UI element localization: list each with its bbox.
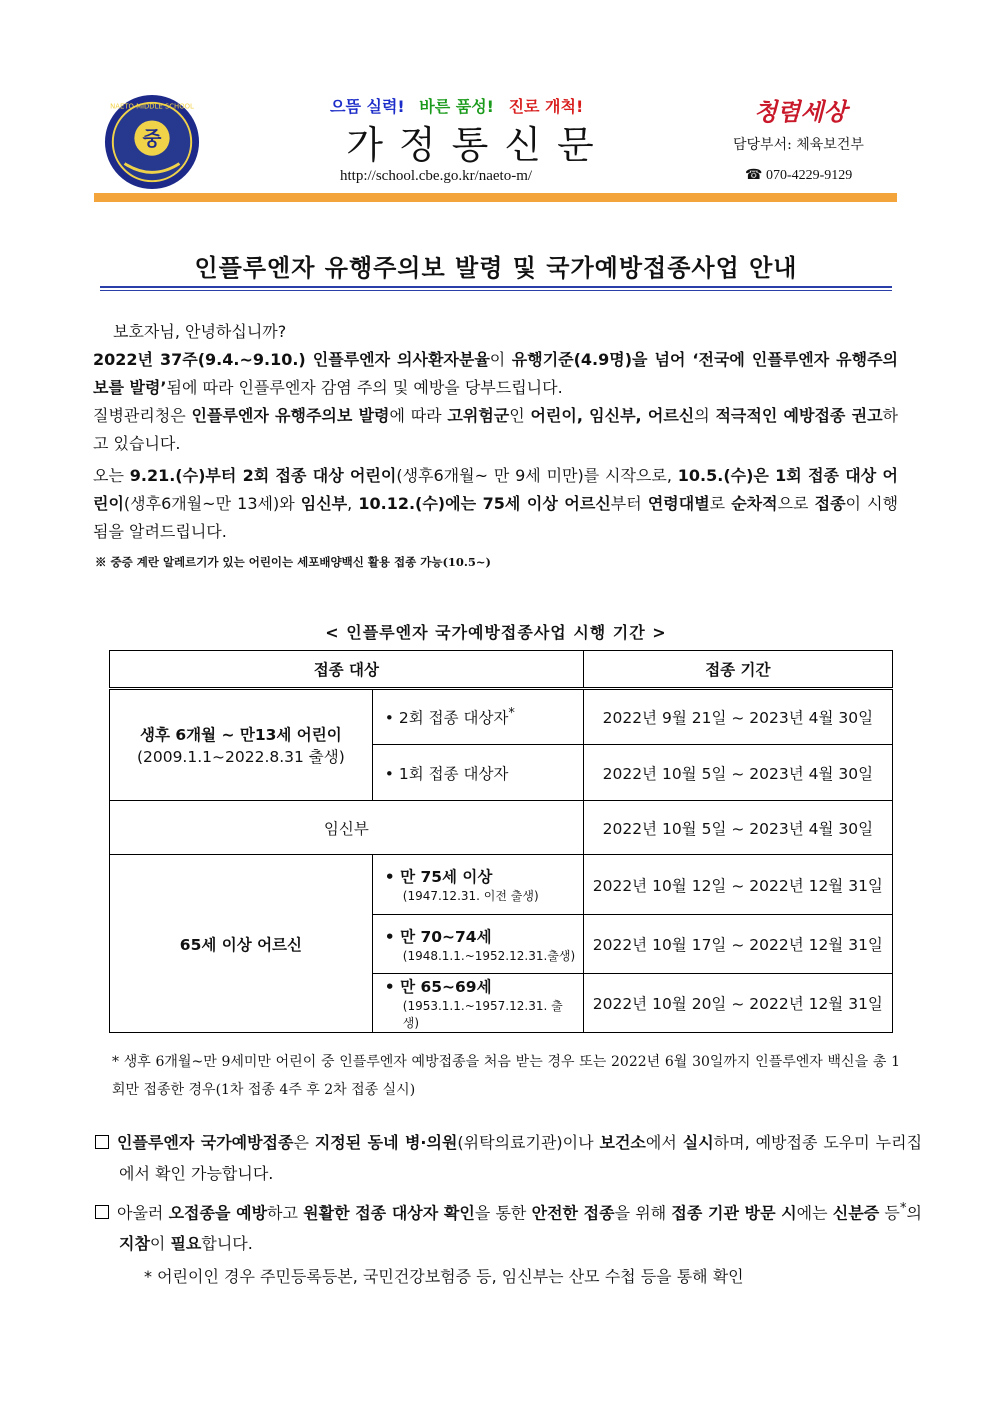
p3-strong-4: 10.12.(수)에는 75세 이상 어르신 [358, 494, 611, 513]
target-birth-range: (1948.1.1.~1952.12.31.출생) [402, 948, 576, 963]
id-note: * 어린이인 경우 주민등록등본, 국민건강보험증 등, 임신부는 산모 수첩 등을 통해 확인 [144, 1267, 744, 1286]
b2-strong-5: 신분증 [832, 1203, 880, 1223]
period-cell: 2022년 10월 5일 ~ 2023년 4월 30일 [583, 801, 892, 855]
p3-strong-1: 9.21.(수)부터 2회 접종 대상 어린이 [129, 466, 397, 485]
pregnant-label: 임신부 [110, 801, 584, 855]
b2-text-8: 이 [149, 1234, 171, 1254]
p1-strong-2: 유행기준(4.9명)을 넘어 ‘전국에 인플루엔자 유행주의보를 발령’ [93, 350, 899, 397]
period-cell: 2022년 10월 20일 ~ 2022년 12월 31일 [583, 974, 892, 1033]
p1-text-2: 됨에 따라 인플루엔자 감염 주의 및 예방을 당부드립니다. [166, 378, 563, 397]
brand-text: 청렴세상 [754, 97, 847, 126]
b2-strong-7: 필요 [170, 1234, 202, 1254]
b1-text-2: (위탁의료기관)이나 [457, 1133, 600, 1152]
table-row [110, 801, 893, 855]
b2-text-6: 등 [879, 1203, 900, 1223]
target-label: • 만 70~74세 [384, 927, 492, 946]
p3-strong-7: 접종 [814, 494, 846, 513]
p1-text-1: 이 [489, 350, 512, 369]
p3-text-2: (생후6개월~ 만 9세 미만)를 시작으로, [396, 466, 678, 485]
vaccination-schedule-table [109, 650, 893, 1033]
b2-text-9: 합니다. [201, 1234, 253, 1254]
logo-emblem: 중 [142, 126, 162, 150]
paragraph-2 [93, 402, 898, 458]
motto-1: 으뜸 실력! [330, 97, 405, 116]
p3-text-7: 으로 [777, 494, 815, 513]
target-cell [372, 915, 583, 974]
b2-footnote-mark: * [899, 1201, 907, 1216]
b1-text-1: 은 [293, 1133, 315, 1152]
p1-strong-1: 2022년 37주(9.4.~9.10.) 인플루엔자 의사환자분율 [93, 350, 490, 369]
period-cell: 2022년 10월 17일 ~ 2022년 12월 31일 [583, 915, 892, 974]
checkbox-icon [95, 1205, 109, 1219]
target-cell [372, 689, 583, 745]
p3-text-5: 부터 [610, 494, 648, 513]
b2-strong-6: 지참 [119, 1234, 150, 1254]
b1-text-4: 하며, 예방접종 도우미 누리집에서 확인 가능합니다. [119, 1133, 923, 1183]
b1-text-3: 에서 [645, 1133, 683, 1152]
p2-strong-2: 고위험군 [447, 406, 510, 425]
p2-text-3: 인 [509, 406, 531, 425]
bullet-2 [95, 1193, 922, 1259]
target-birth-range: (1953.1.1.~1957.12.31. 출생) [402, 999, 563, 1030]
b2-strong-1: 오접종을 예방 [168, 1203, 268, 1223]
p2-text-2: 에 따라 [389, 406, 448, 425]
p3-text-1: 오는 [93, 466, 130, 485]
school-url[interactable]: http://school.cbe.go.kr/naeto-m/ [340, 168, 533, 184]
brand-logo [754, 92, 847, 127]
p3-strong-6: 순차적 [731, 494, 778, 513]
b2-text-4: 을 위해 [614, 1203, 672, 1223]
paragraph-1 [93, 346, 898, 402]
greeting: 보호자님, 안녕하십니까? [113, 322, 287, 341]
children-birth-range: (2009.1.1~2022.8.31 출생) [136, 748, 345, 766]
table-title: < 인플루엔자 국가예방접종사업 시행 기간 > [325, 623, 667, 642]
table-footnote: * 생후 6개월~만 9세미만 어린이 중 인플루엔자 예방접종을 처음 받는 경우 또는 2022년 6월 30일까지 인플루엔자 백신을 총 1회만 접종한 경우(1차 접종 4주 후 2차 접종 실시) [112, 1054, 900, 1098]
page-title: 인플루엔자 유행주의보 발령 및 국가예방접종사업 안내 [194, 254, 798, 282]
newsletter-title: 가정통신문 [346, 123, 610, 167]
b1-strong-3: 보건소 [599, 1133, 646, 1152]
table-row [110, 689, 893, 745]
motto-2: 바른 품성! [419, 97, 494, 116]
target-cell [372, 974, 583, 1033]
p3-strong-2: 10.5.(수)은 1회 접종 대상 어린이 [93, 466, 898, 513]
phone-number: ☎ 070-4229-9129 [745, 168, 853, 183]
b2-strong-4: 접종 기관 방문 시 [671, 1203, 797, 1223]
children-label: 생후 6개월 ~ 만13세 어린이 [140, 726, 342, 744]
p3-strong-5: 연령대별 [647, 494, 710, 513]
p2-text-1: 질병관리청은 [93, 406, 192, 425]
b2-text-5: 에는 [796, 1203, 833, 1223]
b2-text-2: 하고 [267, 1203, 304, 1223]
b2-strong-2: 원활한 접종 대상자 확인 [303, 1203, 475, 1223]
b2-text-3: 을 통한 [474, 1203, 532, 1223]
bullet-1 [95, 1127, 922, 1189]
p2-strong-1: 인플루엔자 유행주의보 발령 [191, 406, 390, 425]
b1-strong-2: 지정된 동네 병·의원 [314, 1133, 458, 1152]
header-target: 접종 대상 [110, 651, 584, 689]
b2-strong-3: 안전한 접종 [531, 1203, 615, 1223]
p2-strong-4: 적극적인 예방접종 권고 [715, 406, 883, 425]
target-cell: • 1회 접종 대상자 [372, 745, 583, 801]
title-underline [100, 286, 892, 291]
period-cell: 2022년 10월 12일 ~ 2022년 12월 31일 [583, 855, 892, 915]
logo-text: NAETO MIDDLE SCHOOL [110, 102, 194, 111]
target-cell [372, 855, 583, 915]
period-cell: 2022년 9월 21일 ~ 2023년 4월 30일 [583, 689, 892, 745]
period-cell: 2022년 10월 5일 ~ 2023년 4월 30일 [583, 745, 892, 801]
p3-text-6: 로 [709, 494, 732, 513]
footnote-mark: * [508, 705, 515, 721]
target-label: • 만 75세 이상 [384, 868, 493, 886]
p3-text-3: (생후6개월~만 13세)와 [123, 494, 301, 513]
p3-text-4: , [347, 494, 359, 513]
p2-text-4: 의 [694, 406, 716, 425]
target-birth-range: (1947.12.31. 이전 출생) [402, 889, 539, 903]
p3-text-8: 이 시행됨을 알려드립니다. [93, 494, 899, 541]
b2-text-1: 아울러 [117, 1203, 169, 1223]
target-label: • 만 65~69세 [384, 978, 492, 996]
allergy-note: ※ 중증 계란 알레르기가 있는 어린이는 세포배양백신 활용 접종 가능(10.5~) [95, 555, 491, 569]
p2-strong-3: 어린이, 임신부, 어르신 [530, 406, 695, 425]
seniors-label: 65세 이상 어르신 [110, 855, 373, 1033]
checkbox-icon [95, 1135, 109, 1149]
b2-text-7: 의 [906, 1203, 922, 1223]
target-label: • 2회 접종 대상자 [384, 709, 509, 728]
department: 담당부서: 체육보건부 [733, 137, 864, 153]
table-header-row [110, 651, 893, 689]
motto-3: 진로 개척! [508, 97, 584, 116]
b1-strong-1: 인플루엔자 국가예방접종 [117, 1133, 294, 1152]
table-row [110, 855, 893, 915]
paragraph-3 [93, 462, 898, 546]
p3-strong-3: 임신부 [300, 494, 348, 513]
children-group [110, 689, 373, 801]
b1-strong-4: 실시 [682, 1133, 714, 1152]
header-period: 접종 기간 [583, 651, 892, 689]
header-divider [94, 193, 897, 202]
p2-text-5: 하고 있습니다. [93, 406, 899, 453]
school-logo [103, 93, 201, 191]
